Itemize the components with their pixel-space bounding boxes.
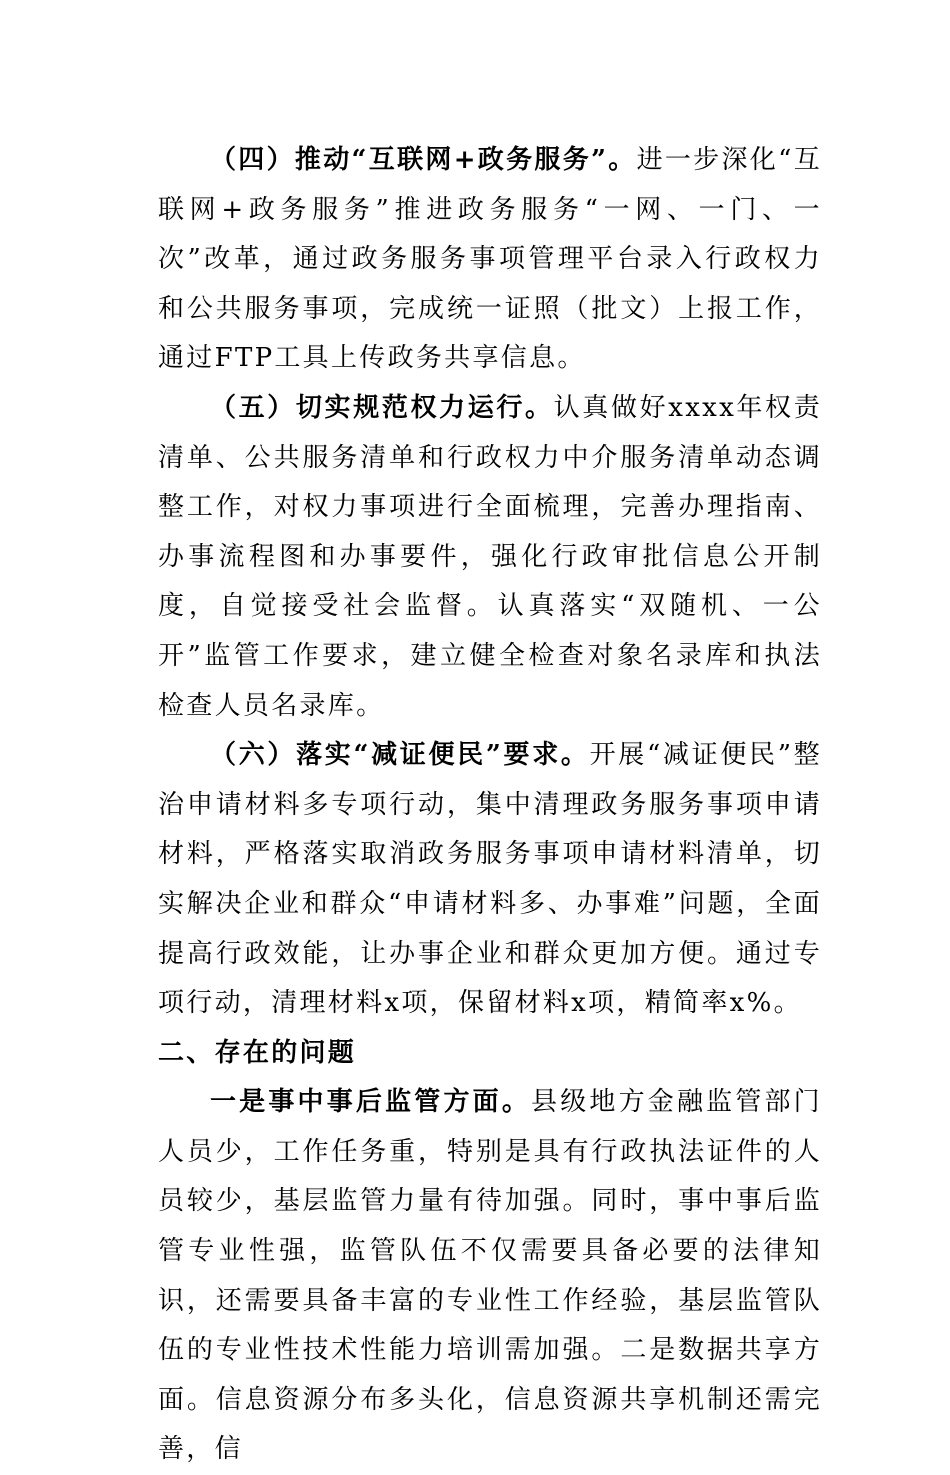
paragraph-body: 进一步深化“互联网+政务服务”推进政务服务“一网、一门、一次”改革，通过政务服务事项管理平台录入行政权力和公共服务事项，完成统一证照（批文）上报工作，通过FTP工具上传政务共享信息。 [158, 145, 822, 374]
section-heading: 二、存在的问题 [158, 1037, 357, 1068]
paragraph-problems [158, 1078, 822, 1475]
document-page [158, 136, 822, 1475]
paragraph-lead: （六）落实“减证便民”要求。 [210, 740, 590, 771]
paragraph-regulate-power [158, 384, 822, 731]
paragraph-internet-government-services [158, 136, 822, 384]
paragraph-body: 县级地方金融监管部门人员少，工作任务重，特别是具有行政执法证件的人员较少，基层监管力量有待加强。同时，事中事后监管专业性强，监管队伍不仅需要具备必要的法律知识，还需要具备丰富的专业性工作经验，基层监管队伍的专业性技术性能力培训需加强。二是数据共享方面。信息资源分布多头化，信息资源共享机制还需完善，信 [158, 1087, 822, 1465]
paragraph-lead: 一是事中事后监管方面。 [210, 1087, 532, 1118]
paragraph-body: 认真做好xxxx年权责清单、公共服务清单和行政权力中介服务清单动态调整工作，对权力事项进行全面梳理，完善办理指南、办事流程图和办事要件，强化行政审批信息公开制度，自觉接受社会监督。认真落实“双随机、一公开”监管工作要求，建立健全检查对象名录库和执法检查人员名录库。 [158, 392, 822, 721]
paragraph-lead: （五）切实规范权力运行。 [210, 392, 554, 423]
paragraph-lead: （四）推动“互联网+政务服务”。 [210, 145, 637, 175]
paragraph-reduce-certificates [158, 731, 822, 1029]
paragraph-body: 开展“减证便民”整治申请材料多专项行动，集中清理政务服务事项申请材料，严格落实取消政务服务事项申请材料清单，切实解决企业和群众“申请材料多、办事难”问题，全面提高行政效能，让办事企业和群众更加方便。通过专项行动，清理材料x项，保留材料x项，精简率x%。 [158, 740, 822, 1019]
